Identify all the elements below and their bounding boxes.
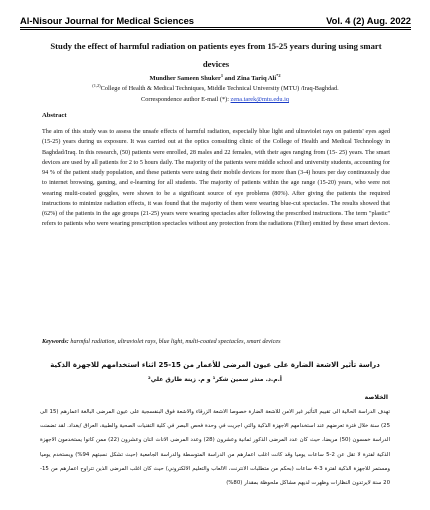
correspondence-line — [0, 96, 430, 104]
abstract-body: The aim of this study was to assess the unsafe effects of harmful radiation, especially blue light and ultraviolet rays on patients' eyes aged (15-25) years during us exposure. It was carried out at the optics consulting clinic of the College of Health and Medical Technology in Baghdad/Iraq. In this research, (50) patients were enrolled, 28 males and 22 females, with their ages ranging from (15- 25) years. The smart devices are used by all patients for 2 to 5 hours daily. The majority of the patients were middle school and university students, accounting for 94 % of the patient study population, and these patients were using their mobile devices for more than (3-4) hours per day continuously due to internet browsing, gaming, and e-learning for all students. The majority of patients within the age range (15-20) years, who were not wearing multi-coated goggles, were shown to be a significant source of eye problems (80%). After giving the patients the required instructions to minimize radiation effects, it was found that the majority of them were wearing blue-cut spectacles. The results showed that (62%) of the patients in the age groups (21-25) years were wearing spectacles after following the prescribed instructions. The term "plastic" refers to patients who were wearing prescription spectacles without any protection from the radiations (Filter) emitted by these smart devices. — [42, 129, 390, 228]
volume-issue: Vol. 4 (2) Aug. 2022 — [326, 15, 411, 26]
keywords-label: Keywords: — [42, 338, 69, 345]
running-header — [20, 13, 411, 27]
arabic-abstract-body: تهدف الدراسة الحالية الى تقييم التأثير غير الامن للاشعة الضارة خصوصا الاشعة الزرقاء والاشعة فوق البنفسجية على عيون المرضى البالغة اعمارهم (15 الى 25) سنة خلال فترة تعرضهم عند استخدامهم الاجهزة الذكية والتي اجريت في وحدة فحص البصر في كلية التقنيات الصحية والطبية، العراق /بغداد. لقد تضمنت الدراسة خمسون (50) مريضا، حيث كان عدد المرضى الذكور ثمانية وعشرون (28) وعدد المرضى الاناث اثنان وعشرون (22) ممن كانوا يستخدمون الاجهزة الذكية لفترة لا تقل عن 2-5 ساعات يوميا وقد كانت اغلب اعمارهم من الدراسة المتوسطة والدراسة الجامعية (حيث تشكل نسبتهم 94%) ويستخدم يوميا ومستمر للاجهزة الذكية لفترة 3-4 ساعات (بحكم من متطلبات الانترنت، الالعاب والتعليم الالكتروني) حيث كان اغلب المرضى الذين تتراوح اعمارهم من 15-20 سنة لايرتدون النظارات وظهرت لديهم مشاكل ملحوظة بمقدار (80%) — [40, 409, 391, 487]
affiliation-text: College of Health & Medical Techniques, Middle Technical University (MTU) /Iraq-Baghdad. — [100, 85, 339, 92]
article-title: Study the effect of harmful radiation on patients eyes from 15-25 years during using smart devices — [50, 41, 382, 69]
keywords-text: harmful radiation, ultraviolet rays, blue light, multi-coated spectacles, smart devices — [68, 338, 281, 345]
abstract-heading: Abstract — [42, 112, 67, 119]
journal-name: Al-Nisour Journal for Medical Sciences — [20, 15, 195, 26]
arabic-abstract-heading: الخلاصة — [364, 394, 388, 401]
header-rule-thin — [20, 29, 411, 30]
author-1-name: Mundher Sameen Shuker — [149, 75, 221, 82]
arabic-title: دراسة تأثير الاشعة الضارة على عيون المرضى للأعمار من 15-25 اثناء استخدامهم للاجهزة الذكية — [50, 361, 380, 369]
author-1-mark: 1 — [220, 73, 224, 78]
affiliation-mark: (1,2) — [92, 83, 101, 88]
arabic-authors: أ.م.د. منذر سمين شكر¹ و م. زينة طارق علي² — [148, 376, 282, 383]
header-rule — [20, 27, 411, 28]
author-conjunction: and — [223, 75, 237, 82]
correspondence-label: Correspondence author E-mail (*): — [141, 96, 231, 103]
author-2-name: Zina Tariq Ali — [236, 75, 277, 82]
affiliation — [20, 82, 411, 93]
author-2-mark: *2 — [276, 73, 281, 78]
correspondence-email-link[interactable]: zena.tarek@mtu.edu.iq — [230, 96, 289, 103]
keywords-line — [42, 338, 402, 346]
